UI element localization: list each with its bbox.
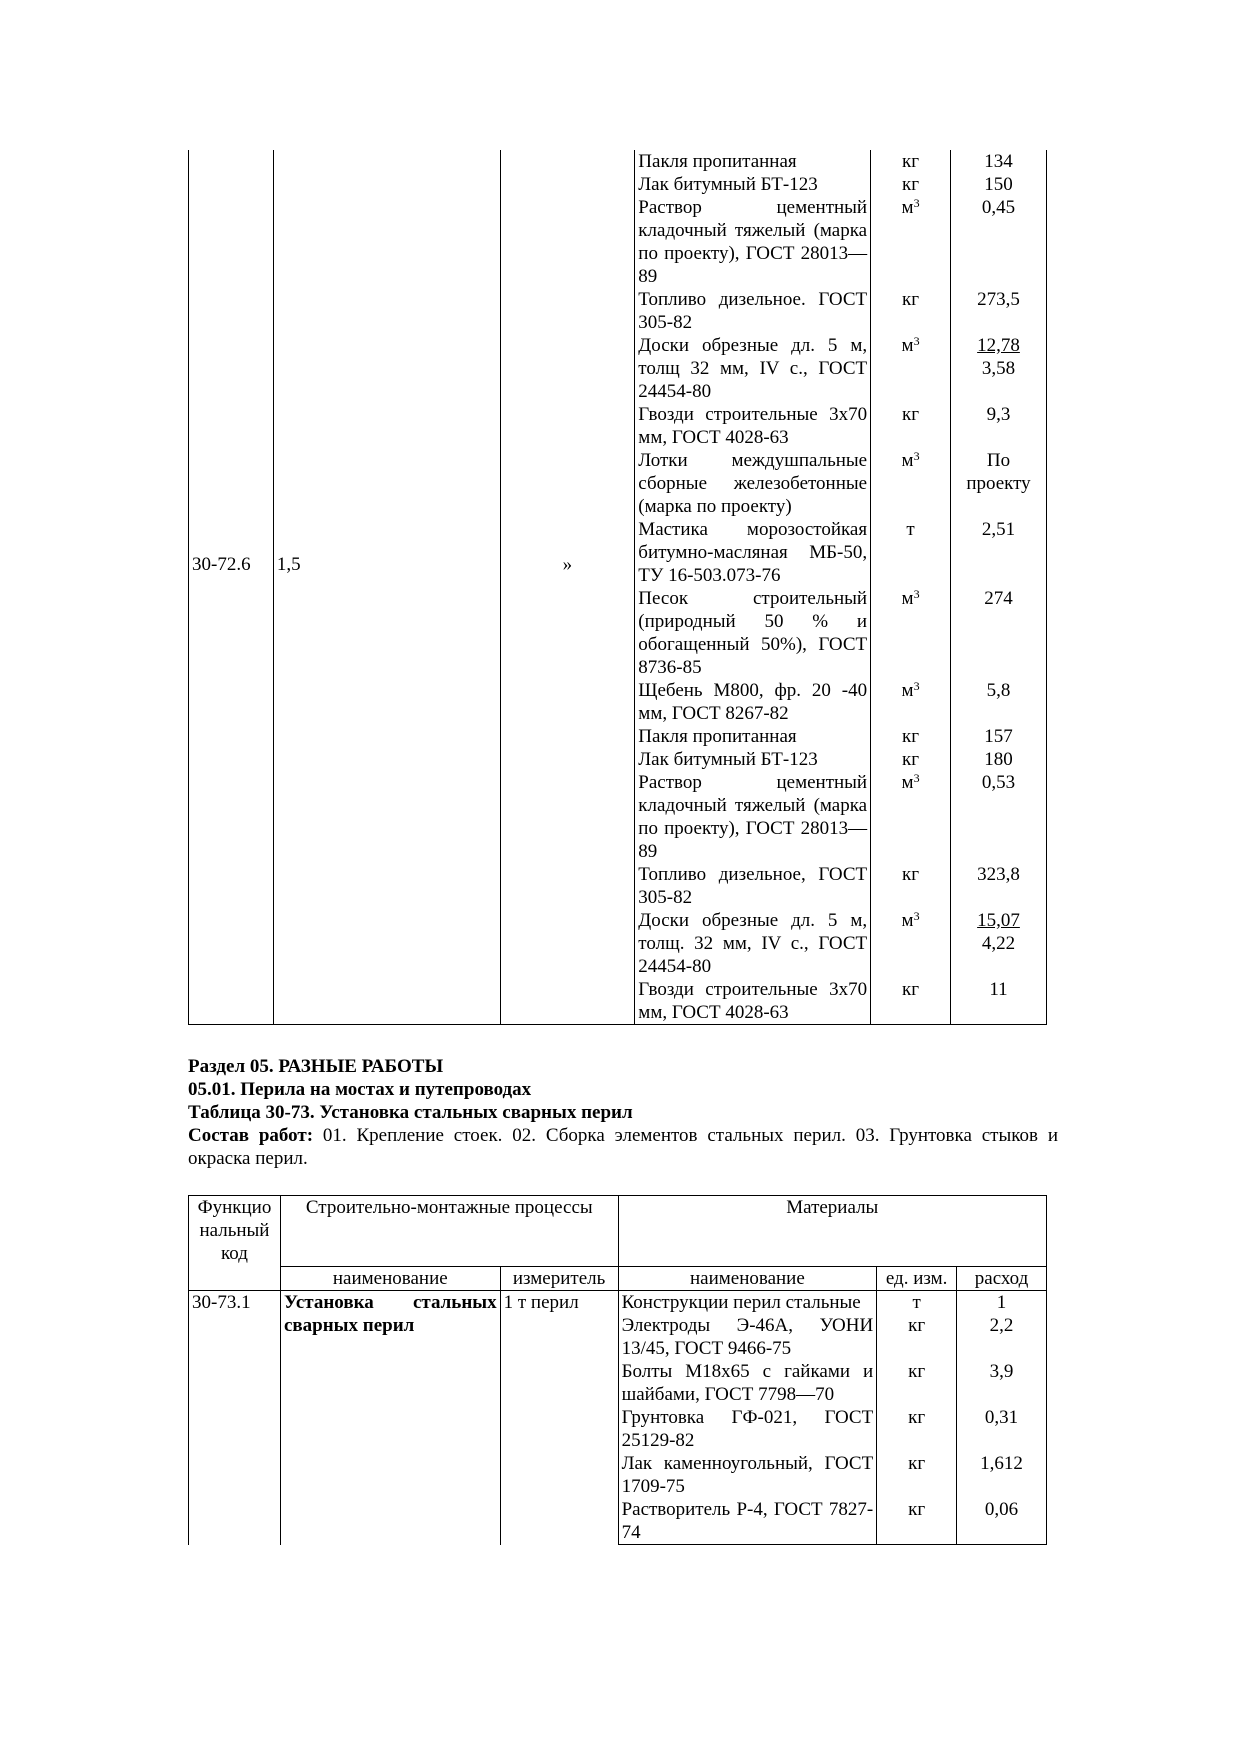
header-process-name: наименование [280, 1267, 500, 1291]
material-unit [871, 334, 951, 403]
material-name: Доски обрезные дл. 5 м, толщ 32 мм, IV с., ГОСТ 24454-80 [635, 334, 871, 403]
header-code: Функцио нальный код [189, 1196, 281, 1291]
section-title: Раздел 05. РАЗНЫЕ РАБОТЫ [188, 1056, 444, 1077]
material-unit: кг [877, 1360, 957, 1406]
table-row [189, 150, 1047, 173]
value-text: 134 [984, 151, 1013, 172]
norms-table-30-73 [188, 1195, 1047, 1545]
material-name: Болты М18х65 с гайками и шайбами, ГОСТ 7798—70 [618, 1360, 877, 1406]
section-heading [188, 1055, 1058, 1170]
unit-text: кг [902, 726, 920, 747]
value-text: 274 [984, 588, 1013, 609]
unit-text: м [901, 588, 914, 609]
meter-cell: » [500, 150, 635, 978]
unit-text: кг [902, 404, 920, 425]
material-name: Топливо дизельное. ГОСТ 305-82 [635, 288, 871, 334]
unit-text: кг [902, 174, 920, 195]
material-value [951, 518, 1047, 587]
material-name: Конструкции перил стальные [618, 1291, 877, 1315]
material-unit [871, 978, 951, 1025]
material-unit [871, 587, 951, 679]
material-unit: кг [877, 1406, 957, 1452]
material-unit: т [877, 1291, 957, 1315]
material-unit [871, 173, 951, 196]
header-meter: измеритель [500, 1267, 618, 1291]
material-value [951, 334, 1047, 403]
unit-text: кг [902, 749, 920, 770]
material-unit [871, 725, 951, 748]
material-value: 0,06 [957, 1498, 1047, 1545]
material-name: Растворитель Р-4, ГОСТ 7827-74 [618, 1498, 877, 1545]
material-unit [871, 150, 951, 173]
unit-text: т [906, 519, 915, 540]
value-text: 9,3 [986, 404, 1011, 425]
value-text: 157 [984, 726, 1013, 747]
value-text: 0,45 [981, 197, 1016, 218]
value-secondary: 3,58 [981, 358, 1016, 379]
material-value: 3,9 [957, 1360, 1047, 1406]
material-unit: кг [877, 1314, 957, 1360]
material-name: Грунтовка ГФ-021, ГОСТ 25129-82 [618, 1406, 877, 1452]
material-unit [871, 196, 951, 288]
material-value [951, 863, 1047, 909]
process-name-cell: 1,5 [273, 150, 500, 978]
table-row [189, 1291, 1047, 1315]
material-value [951, 150, 1047, 173]
work-composition [188, 1124, 1058, 1170]
material-value [951, 771, 1047, 863]
material-value [951, 978, 1047, 1025]
material-value [951, 196, 1047, 288]
material-unit [871, 403, 951, 449]
empty-cell [500, 978, 635, 1025]
material-name: Доски обрезные дл. 5 м, толщ. 32 мм, IV с., ГОСТ 24454-80 [635, 909, 871, 978]
empty-cell [273, 978, 500, 1025]
value-secondary: 4,22 [981, 933, 1016, 954]
material-unit: кг [877, 1452, 957, 1498]
unit-superscript: 3 [913, 587, 920, 601]
material-name: Пакля пропитанная [635, 725, 871, 748]
material-value [951, 288, 1047, 334]
material-name: Песок строительный (природный 50 % и обогащенный 50%), ГОСТ 8736-85 [635, 587, 871, 679]
material-name: Лак битумный БТ-123 [635, 173, 871, 196]
unit-text: м [901, 450, 914, 471]
code-cell: 30-73.1 [189, 1291, 281, 1545]
material-value: 0,31 [957, 1406, 1047, 1452]
material-name: Электроды Э-46А, УОНИ 13/45, ГОСТ 9466-75 [618, 1314, 877, 1360]
value-text: 323,8 [977, 864, 1020, 885]
value-text: 0,53 [981, 772, 1016, 793]
unit-text: м [901, 772, 914, 793]
material-unit: кг [877, 1498, 957, 1545]
value-text: 2,51 [981, 519, 1016, 540]
unit-text: м [901, 680, 914, 701]
unit-text: м [901, 197, 914, 218]
material-value: 2,2 [957, 1314, 1047, 1360]
material-name: Топливо дизельное, ГОСТ 305-82 [635, 863, 871, 909]
material-value [951, 173, 1047, 196]
value-text: 11 [989, 979, 1008, 1000]
value-text: 150 [984, 174, 1013, 195]
material-value: 1 [957, 1291, 1047, 1315]
material-value [951, 587, 1047, 679]
material-unit [871, 909, 951, 978]
material-name: Раствор цементный кладочный тяжелый (марка по проекту), ГОСТ 28013—89 [635, 196, 871, 288]
material-unit [871, 518, 951, 587]
material-value [951, 679, 1047, 725]
material-name: Раствор цементный кладочный тяжелый (марка по проекту), ГОСТ 28013—89 [635, 771, 871, 863]
material-value [951, 725, 1047, 748]
material-value [951, 909, 1047, 978]
material-name: Лак битумный БТ-123 [635, 748, 871, 771]
unit-superscript: 3 [913, 909, 920, 923]
unit-text: кг [902, 979, 920, 1000]
value-text: 5,8 [986, 680, 1011, 701]
value-text: 15,07 [977, 910, 1020, 931]
material-name: Гвозди строительные 3х70 мм, ГОСТ 4028-63 [635, 403, 871, 449]
meter-cell: 1 т перил [500, 1291, 618, 1545]
composition-text: 01. Крепление стоек. 02. Сборка элементов стальных перил. 03. Грунтовка стыков и окраска перил. [188, 1125, 1058, 1169]
value-text: 273,5 [977, 289, 1020, 310]
material-name: Мастика морозостойкая битумно-масляная МБ-50, ТУ 16-503.073-76 [635, 518, 871, 587]
subsection-title: 05.01. Перила на мостах и путепроводах [188, 1079, 532, 1100]
header-material-name: наименование [618, 1267, 877, 1291]
value-text: По проекту [966, 450, 1031, 494]
material-value [951, 449, 1047, 518]
unit-text: кг [902, 151, 920, 172]
unit-text: кг [902, 289, 920, 310]
material-name: Лак каменноугольный, ГОСТ 1709-75 [618, 1452, 877, 1498]
material-value [951, 748, 1047, 771]
unit-superscript: 3 [913, 771, 920, 785]
unit-text: м [901, 910, 914, 931]
value-text: 180 [984, 749, 1013, 770]
material-name: Гвозди строительные 3х70 мм, ГОСТ 4028-63 [635, 978, 871, 1025]
header-unit: ед. изм. [877, 1267, 957, 1291]
unit-text: кг [902, 864, 920, 885]
material-value [951, 403, 1047, 449]
material-unit [871, 863, 951, 909]
material-value: 1,612 [957, 1452, 1047, 1498]
header-processes: Строительно-монтажные процессы [280, 1196, 618, 1267]
code-cell: 30-72.6 [189, 150, 274, 978]
table-row [189, 978, 1047, 1025]
process-name-cell: Установка стальных сварных перил [280, 1291, 500, 1545]
material-unit [871, 449, 951, 518]
unit-superscript: 3 [913, 679, 920, 693]
unit-superscript: 3 [913, 334, 920, 348]
material-unit [871, 288, 951, 334]
header-materials: Материалы [618, 1196, 1046, 1267]
empty-cell [189, 978, 274, 1025]
value-text: 12,78 [977, 335, 1020, 356]
table-title: Таблица 30-73. Установка стальных сварных перил [188, 1102, 633, 1123]
norms-table-continuation [188, 150, 1047, 1025]
unit-superscript: 3 [913, 196, 920, 210]
unit-text: м [901, 335, 914, 356]
material-name: Лотки междушпальные сборные железобетонные (марка по проекту) [635, 449, 871, 518]
material-unit [871, 771, 951, 863]
unit-superscript: 3 [913, 449, 920, 463]
material-name: Пакля пропитанная [635, 150, 871, 173]
material-name: Щебень М800, фр. 20 -40 мм, ГОСТ 8267-82 [635, 679, 871, 725]
material-unit [871, 679, 951, 725]
header-consumption: расход [957, 1267, 1047, 1291]
material-unit [871, 748, 951, 771]
composition-label: Состав работ: [188, 1125, 314, 1146]
